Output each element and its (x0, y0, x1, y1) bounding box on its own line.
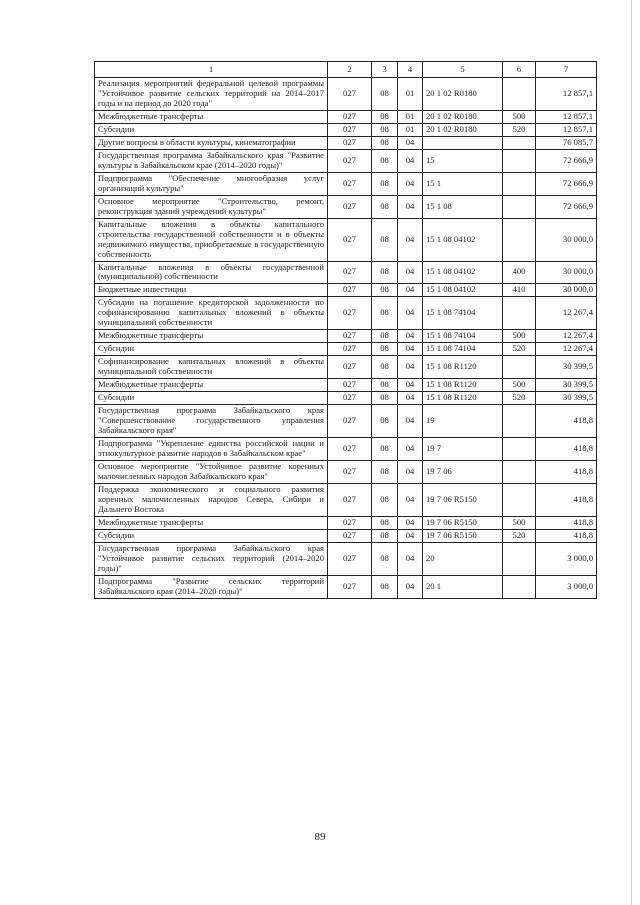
row-amount: 72 666,9 (536, 172, 597, 195)
row-target-article: 15 1 08 74104 (423, 330, 503, 343)
row-grbs-code: 027 (328, 575, 372, 598)
table-row (95, 438, 597, 461)
row-target-article: 19 7 06 (423, 460, 503, 483)
budget-table (94, 61, 597, 599)
row-amount: 30 000,0 (536, 218, 597, 261)
row-name: Субсидии (95, 123, 328, 136)
table-row (95, 379, 597, 392)
row-grbs-code: 027 (328, 356, 372, 379)
row-name: Другие вопросы в области культуры, кинематографии (95, 136, 328, 149)
table-row (95, 405, 597, 438)
row-section-code: 08 (372, 284, 398, 297)
row-subsection-code: 04 (398, 297, 423, 330)
table-row (95, 542, 597, 575)
table-row (95, 392, 597, 405)
row-target-article: 19 (423, 405, 503, 438)
row-section-code: 08 (372, 330, 398, 343)
row-name: Межбюджетные трансферты (95, 330, 328, 343)
row-grbs-code: 027 (328, 330, 372, 343)
row-amount: 418,8 (536, 438, 597, 461)
row-name: Поддержка экономического и социального развития коренных малочисленных народов Севера, Сибири и Дальнего Востока (95, 483, 328, 516)
header-cell-4: 4 (398, 62, 423, 78)
row-name: Государственная программа Забайкальского края "Устойчивое развитие сельских территорий (2014–2020 годы)" (95, 542, 328, 575)
row-expense-type: 500 (503, 516, 536, 529)
row-target-article: 15 1 (423, 172, 503, 195)
row-name: Основное мероприятие "Строительство, ремонт, реконструкция зданий учреждений культуры" (95, 195, 328, 218)
row-target-article: 20 1 02 R0180 (423, 110, 503, 123)
row-expense-type (503, 542, 536, 575)
row-expense-type: 410 (503, 284, 536, 297)
row-section-code: 08 (372, 297, 398, 330)
row-grbs-code: 027 (328, 343, 372, 356)
row-subsection-code: 04 (398, 218, 423, 261)
row-amount: 30 000,0 (536, 261, 597, 284)
row-expense-type: 520 (503, 123, 536, 136)
row-section-code: 08 (372, 483, 398, 516)
row-subsection-code: 04 (398, 460, 423, 483)
row-expense-type (503, 149, 536, 172)
row-grbs-code: 027 (328, 110, 372, 123)
row-section-code: 08 (372, 460, 398, 483)
row-grbs-code: 027 (328, 392, 372, 405)
row-name: Капитальные вложения в объекты капитального строительства государственной собственности и в объекты недвижимого имущества, приобретаемые в государственную собственность (95, 218, 328, 261)
row-grbs-code: 027 (328, 218, 372, 261)
row-expense-type (503, 218, 536, 261)
row-amount: 72 666,9 (536, 149, 597, 172)
row-subsection-code: 04 (398, 136, 423, 149)
row-target-article: 20 1 02 R0180 (423, 78, 503, 111)
row-name: Субсидии (95, 343, 328, 356)
row-name: Основное мероприятие "Устойчивое развитие коренных малочисленных народов Забайкальского края" (95, 460, 328, 483)
row-section-code: 08 (372, 575, 398, 598)
table-row (95, 78, 597, 111)
header-cell-2: 2 (328, 62, 372, 78)
row-grbs-code: 027 (328, 261, 372, 284)
row-subsection-code: 04 (398, 438, 423, 461)
row-amount: 12 267,4 (536, 297, 597, 330)
row-subsection-code: 04 (398, 483, 423, 516)
row-grbs-code: 027 (328, 460, 372, 483)
page-number: 89 (314, 831, 326, 843)
table-row (95, 516, 597, 529)
table-row (95, 110, 597, 123)
row-section-code: 08 (372, 379, 398, 392)
row-grbs-code: 027 (328, 379, 372, 392)
row-section-code: 08 (372, 136, 398, 149)
row-expense-type (503, 356, 536, 379)
row-target-article: 15 1 08 R1120 (423, 379, 503, 392)
row-amount: 3 000,0 (536, 542, 597, 575)
row-expense-type (503, 438, 536, 461)
row-expense-type (503, 78, 536, 111)
row-grbs-code: 027 (328, 136, 372, 149)
row-subsection-code: 01 (398, 78, 423, 111)
row-expense-type (503, 483, 536, 516)
row-amount: 12 267,4 (536, 343, 597, 356)
row-amount: 12 857,1 (536, 123, 597, 136)
row-name: Субсидии (95, 529, 328, 542)
row-section-code: 08 (372, 542, 398, 575)
row-amount: 418,8 (536, 405, 597, 438)
row-grbs-code: 027 (328, 483, 372, 516)
table-row (95, 529, 597, 542)
row-amount: 418,8 (536, 460, 597, 483)
row-section-code: 08 (372, 392, 398, 405)
row-target-article: 15 1 08 74104 (423, 343, 503, 356)
row-subsection-code: 04 (398, 343, 423, 356)
table-row (95, 172, 597, 195)
table-row (95, 284, 597, 297)
row-amount: 12 267,4 (536, 330, 597, 343)
header-cell-7: 7 (536, 62, 597, 78)
table-row (95, 483, 597, 516)
row-subsection-code: 04 (398, 405, 423, 438)
table-row (95, 356, 597, 379)
row-subsection-code: 04 (398, 330, 423, 343)
row-amount: 418,8 (536, 529, 597, 542)
row-section-code: 08 (372, 218, 398, 261)
row-subsection-code: 04 (398, 392, 423, 405)
row-target-article: 15 1 08 04102 (423, 284, 503, 297)
table-row (95, 261, 597, 284)
table-row (95, 195, 597, 218)
row-name: Подпрограмма "Обеспечение многообразия услуг организаций культуры" (95, 172, 328, 195)
row-amount: 418,8 (536, 483, 597, 516)
row-amount: 30 399,5 (536, 356, 597, 379)
row-expense-type: 500 (503, 110, 536, 123)
row-section-code: 08 (372, 516, 398, 529)
row-target-article: 20 (423, 542, 503, 575)
row-section-code: 08 (372, 405, 398, 438)
row-subsection-code: 04 (398, 575, 423, 598)
row-target-article: 19 7 (423, 438, 503, 461)
header-cell-5: 5 (423, 62, 503, 78)
row-section-code: 08 (372, 438, 398, 461)
row-amount: 30 399,5 (536, 392, 597, 405)
row-section-code: 08 (372, 110, 398, 123)
row-grbs-code: 027 (328, 542, 372, 575)
row-name: Межбюджетные трансферты (95, 516, 328, 529)
row-subsection-code: 01 (398, 110, 423, 123)
row-section-code: 08 (372, 78, 398, 111)
row-expense-type: 520 (503, 343, 536, 356)
row-subsection-code: 04 (398, 284, 423, 297)
header-cell-1: 1 (95, 62, 328, 78)
row-name: Капитальные вложения в объекты государственной (муниципальной) собственности (95, 261, 328, 284)
row-amount: 3 000,0 (536, 575, 597, 598)
row-subsection-code: 04 (398, 516, 423, 529)
row-target-article: 15 1 08 R1120 (423, 392, 503, 405)
row-amount: 72 666,9 (536, 195, 597, 218)
row-section-code: 08 (372, 529, 398, 542)
row-subsection-code: 04 (398, 195, 423, 218)
row-expense-type: 520 (503, 392, 536, 405)
row-name: Субсидии на погашение кредиторской задолженности по софинансированию капитальных вложений в объекты муниципальной собственности (95, 297, 328, 330)
row-target-article: 20 1 02 R0180 (423, 123, 503, 136)
table-row (95, 123, 597, 136)
row-grbs-code: 027 (328, 195, 372, 218)
row-subsection-code: 04 (398, 356, 423, 379)
row-name: Подпрограмма "Укрепление единства российской нации и этнокультурное развитие народов в Забайкальском крае" (95, 438, 328, 461)
table-row (95, 136, 597, 149)
row-grbs-code: 027 (328, 123, 372, 136)
row-grbs-code: 027 (328, 405, 372, 438)
row-expense-type (503, 136, 536, 149)
row-section-code: 08 (372, 261, 398, 284)
row-expense-type (503, 575, 536, 598)
row-target-article: 15 1 08 R1120 (423, 356, 503, 379)
row-subsection-code: 04 (398, 379, 423, 392)
table-row (95, 330, 597, 343)
row-name: Государственная программа Забайкальского края "Совершенствование государственного управления Забайкальского края" (95, 405, 328, 438)
row-amount: 76 085,7 (536, 136, 597, 149)
row-expense-type (503, 195, 536, 218)
row-grbs-code: 027 (328, 78, 372, 111)
table-row (95, 297, 597, 330)
row-target-article: 20 1 (423, 575, 503, 598)
row-grbs-code: 027 (328, 297, 372, 330)
header-cell-3: 3 (372, 62, 398, 78)
table-row (95, 149, 597, 172)
row-target-article: 15 1 08 04102 (423, 261, 503, 284)
row-name: Субсидии (95, 392, 328, 405)
row-grbs-code: 027 (328, 172, 372, 195)
table-row (95, 343, 597, 356)
row-name: Государственная программа Забайкальского края "Развитие культуры в Забайкальском крае (2014–2020 годы)" (95, 149, 328, 172)
row-section-code: 08 (372, 356, 398, 379)
row-target-article: 15 1 08 (423, 195, 503, 218)
row-grbs-code: 027 (328, 284, 372, 297)
row-target-article: 19 7 06 R5150 (423, 516, 503, 529)
row-grbs-code: 027 (328, 149, 372, 172)
row-amount: 12 857,1 (536, 110, 597, 123)
row-expense-type (503, 172, 536, 195)
row-grbs-code: 027 (328, 438, 372, 461)
row-subsection-code: 04 (398, 542, 423, 575)
row-name: Реализация мероприятий федеральной целевой программы "Устойчивое развитие сельских территорий на 2014–2017 годы и на период до 2020 года" (95, 78, 328, 111)
row-target-article: 15 1 08 74104 (423, 297, 503, 330)
row-name: Межбюджетные трансферты (95, 379, 328, 392)
row-section-code: 08 (372, 172, 398, 195)
row-subsection-code: 04 (398, 261, 423, 284)
row-amount: 30 000,0 (536, 284, 597, 297)
row-subsection-code: 04 (398, 149, 423, 172)
row-target-article (423, 136, 503, 149)
row-name: Межбюджетные трансферты (95, 110, 328, 123)
table-row (95, 575, 597, 598)
row-grbs-code: 027 (328, 529, 372, 542)
table-header-row (95, 62, 597, 78)
row-name: Софинансирование капитальных вложений в объекты муниципальной собственности (95, 356, 328, 379)
row-amount: 12 857,1 (536, 78, 597, 111)
row-section-code: 08 (372, 343, 398, 356)
row-name: Подпрограмма "Развитие сельских территорий Забайкальского края (2014–2020 годы)" (95, 575, 328, 598)
row-target-article: 15 (423, 149, 503, 172)
table-row (95, 218, 597, 261)
row-expense-type (503, 460, 536, 483)
scan-edge (631, 0, 632, 905)
row-target-article: 15 1 08 04102 (423, 218, 503, 261)
table-body (95, 62, 597, 599)
row-name: Бюджетные инвестиции (95, 284, 328, 297)
row-expense-type (503, 405, 536, 438)
row-expense-type: 400 (503, 261, 536, 284)
row-expense-type: 500 (503, 330, 536, 343)
row-section-code: 08 (372, 123, 398, 136)
row-amount: 418,8 (536, 516, 597, 529)
row-expense-type: 520 (503, 529, 536, 542)
row-target-article: 19 7 06 R5150 (423, 529, 503, 542)
row-grbs-code: 027 (328, 516, 372, 529)
row-expense-type: 500 (503, 379, 536, 392)
header-cell-6: 6 (503, 62, 536, 78)
row-subsection-code: 04 (398, 529, 423, 542)
row-section-code: 08 (372, 195, 398, 218)
row-subsection-code: 04 (398, 172, 423, 195)
row-amount: 30 399,5 (536, 379, 597, 392)
row-section-code: 08 (372, 149, 398, 172)
row-expense-type (503, 297, 536, 330)
row-subsection-code: 01 (398, 123, 423, 136)
table-row (95, 460, 597, 483)
row-target-article: 19 7 06 R5150 (423, 483, 503, 516)
